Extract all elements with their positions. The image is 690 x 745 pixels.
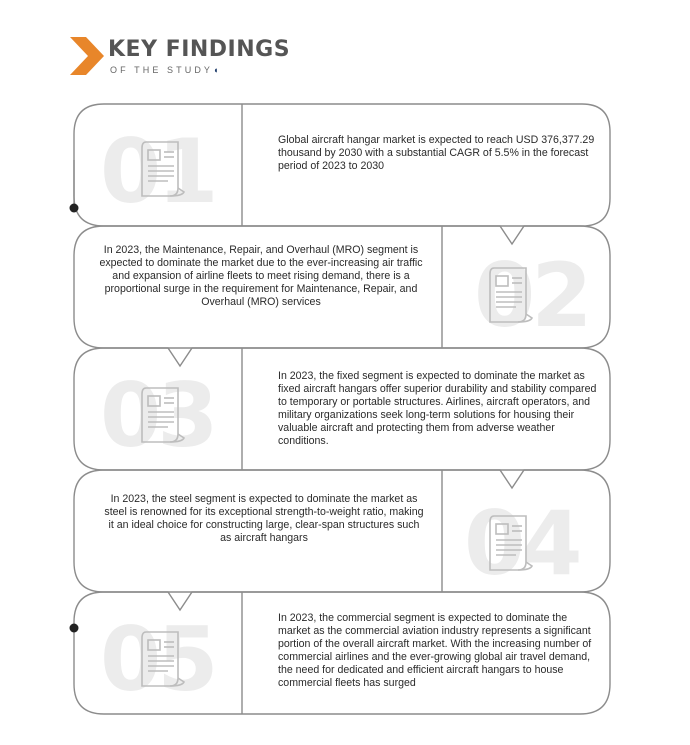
newspaper-icon: [486, 266, 536, 324]
timeline-dot: [70, 624, 79, 633]
finding-number: 02: [474, 244, 589, 347]
page-title: KEY FINDINGS: [108, 37, 291, 62]
finding-number: 04: [464, 492, 579, 595]
newspaper-icon: [138, 386, 188, 444]
timeline-dot: [70, 204, 79, 213]
page-subtitle: OF THE STUDY◖: [110, 65, 219, 75]
finding-text: Global aircraft hangar market is expected to reach USD 376,377.29 thousand by 2030 with a substantial CAGR of 5.5% in the forecast period of 2023 to 2030: [278, 134, 595, 172]
finding-text: In 2023, the fixed segment is expected to dominate the market as fixed aircraft hangars offer superior durability and stability compared to temporary or portable structures. Airlines, aircraft operators, and military organizations seek long-term solutions for housing their valuable aircraft and protecting them from adverse weather conditions.: [278, 370, 597, 447]
finding-number: 05: [100, 608, 215, 711]
finding-text: In 2023, the steel segment is expected to dominate the market as steel is renowned for its exceptional strength-to-weight ratio, making it an ideal choice for constructing large, clear-span structures such as aircraft hangars: [104, 493, 424, 544]
finding-number: 03: [100, 364, 215, 467]
half-circle-icon: ◖: [213, 65, 219, 75]
finding-text: In 2023, the Maintenance, Repair, and Overhaul (MRO) segment is expected to dominate the market due to the ever-increasing air traffic and expansion of airline fleets to meet rising demand, there is a proportional surge in the requirement for Maintenance, Repair, and Overhaul (MRO) services: [99, 244, 423, 308]
newspaper-icon: [138, 630, 188, 688]
finding-number: 01: [100, 120, 215, 223]
newspaper-icon: [138, 140, 188, 198]
newspaper-icon: [486, 514, 536, 572]
finding-text: In 2023, the commercial segment is expected to dominate the market as the commercial aviation industry represents a significant portion of the overall aircraft market. With the increasing number of commercial airlines and the ever-growing global air travel demand, the need for dedicated and efficient aircraft hangars to house commercial fleets has surged: [278, 612, 592, 689]
